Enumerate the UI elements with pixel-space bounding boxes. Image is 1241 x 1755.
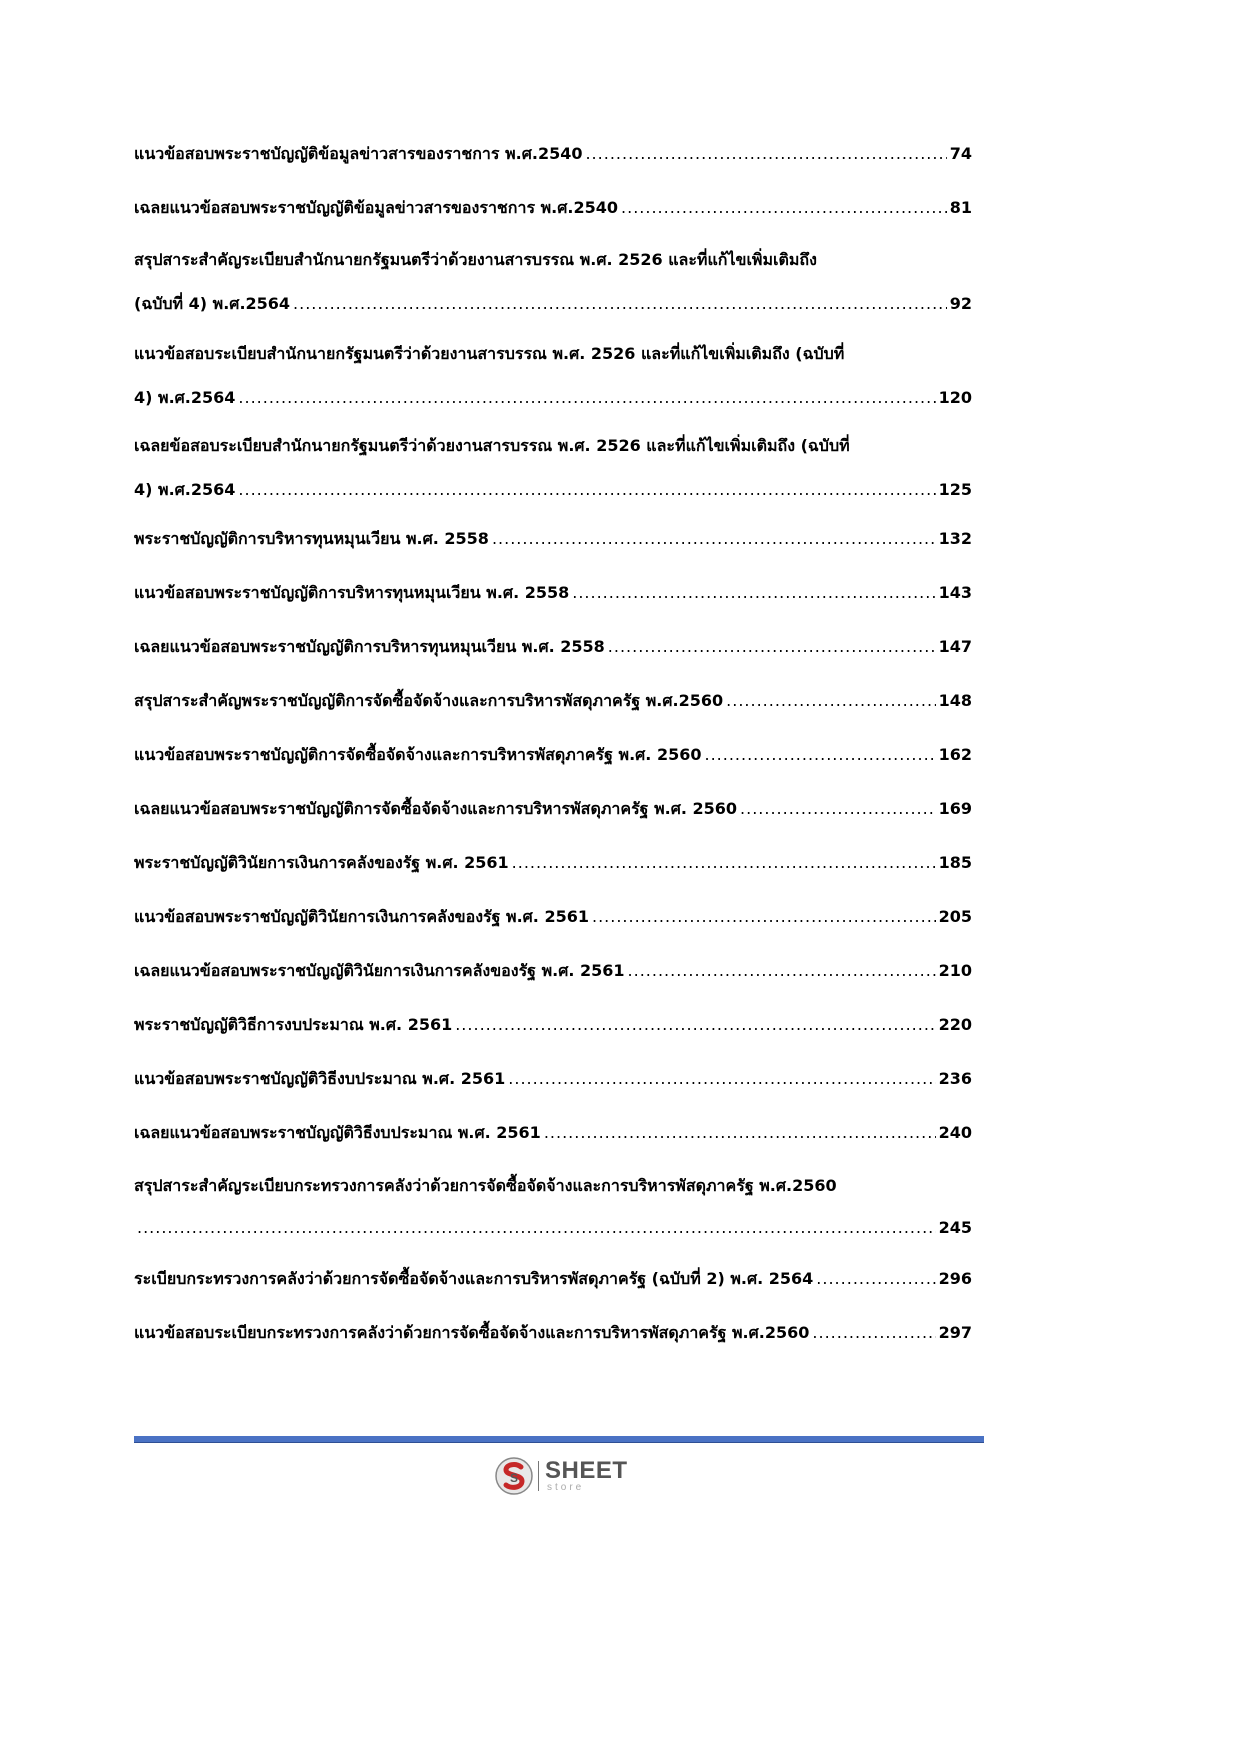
toc-entry-page: 236 bbox=[938, 1069, 972, 1088]
dot-leader bbox=[572, 577, 935, 609]
toc-entry-title: สรุปสาระสำคัญพระราชบัญญัติการจัดซื้อจัดจ้างและการบริหารพัสดุภาครัฐ พ.ศ.2560 bbox=[134, 691, 724, 710]
toc-entry-title: สรุปสาระสำคัญระเบียบสำนักนายกรัฐมนตรีว่าด้วยงานสารบรรณ พ.ศ. 2526 และที่แก้ไขเพิ่มเติมถึง bbox=[134, 250, 817, 269]
dot-leader bbox=[455, 1009, 935, 1041]
dot-leader bbox=[238, 382, 935, 414]
toc-entry-page: 297 bbox=[938, 1323, 972, 1342]
toc-entry-page: 245 bbox=[938, 1218, 972, 1237]
toc-entry-title: พระราชบัญญัติการบริหารทุนหมุนเวียน พ.ศ. 2558 bbox=[134, 529, 489, 548]
toc-entry[interactable] bbox=[134, 901, 972, 933]
toc-entry-title: เฉลยแนวข้อสอบพระราชบัญญัติการจัดซื้อจัดจ้างและการบริหารพัสดุภาครัฐ พ.ศ. 2560 bbox=[134, 799, 738, 818]
toc-entry-title: เฉลยข้อสอบระเบียบสำนักนายกรัฐมนตรีว่าด้วยงานสารบรรณ พ.ศ. 2526 และที่แก้ไขเพิ่มเติมถึง (ฉบับที่ bbox=[134, 436, 850, 455]
toc-entry-page: 120 bbox=[938, 388, 972, 407]
sheet-store-logo-icon bbox=[494, 1456, 534, 1496]
toc-entry[interactable] bbox=[134, 847, 972, 879]
toc-entry-title: พระราชบัญญัติวินัยการเงินการคลังของรัฐ พ.ศ. 2561 bbox=[134, 853, 509, 872]
dot-leader bbox=[592, 901, 936, 933]
toc-entry-title: แนวข้อสอบพระราชบัญญัติการจัดซื้อจัดจ้างและการบริหารพัสดุภาครัฐ พ.ศ. 2560 bbox=[134, 745, 702, 764]
dot-leader bbox=[544, 1117, 936, 1149]
toc-entry[interactable] bbox=[134, 1170, 972, 1244]
toc-entry-title: เฉลยแนวข้อสอบพระราชบัญญัติวิธีงบประมาณ พ.ศ. 2561 bbox=[134, 1123, 541, 1142]
toc-entry[interactable] bbox=[134, 338, 972, 414]
toc-entry-page: 220 bbox=[938, 1015, 972, 1034]
toc-entry-title: แนวข้อสอบพระราชบัญญัติข้อมูลข่าวสารของราชการ พ.ศ.2540 bbox=[134, 144, 583, 163]
toc-entry-title: เฉลยแนวข้อสอบพระราชบัญญัติการบริหารทุนหมุนเวียน พ.ศ. 2558 bbox=[134, 637, 605, 656]
dot-leader bbox=[585, 138, 946, 170]
logo-wordmark bbox=[545, 1459, 628, 1493]
toc-entry[interactable] bbox=[134, 631, 972, 663]
dot-leader bbox=[492, 523, 936, 555]
toc-entry-title: แนวข้อสอบพระราชบัญญัติวิธีงบประมาณ พ.ศ. 2561 bbox=[134, 1069, 506, 1088]
toc-entry[interactable] bbox=[134, 192, 972, 224]
dot-leader bbox=[621, 192, 947, 224]
toc-entry-title: ระเบียบกระทรวงการคลังว่าด้วยการจัดซื้อจัดจ้างและการบริหารพัสดุภาครัฐ (ฉบับที่ 2) พ.ศ. 2564 bbox=[134, 1269, 814, 1288]
toc-entry-title: แนวข้อสอบพระราชบัญญัติการบริหารทุนหมุนเวียน พ.ศ. 2558 bbox=[134, 583, 570, 602]
toc-entry-page: 240 bbox=[938, 1123, 972, 1142]
footer-rule bbox=[134, 1436, 984, 1443]
toc-entry[interactable] bbox=[134, 1009, 972, 1041]
toc-entry[interactable] bbox=[134, 955, 972, 987]
toc-entry-title-cont: 4) พ.ศ.2564 bbox=[134, 388, 236, 407]
toc-entry-title: แนวข้อสอบระเบียบสำนักนายกรัฐมนตรีว่าด้วยงานสารบรรณ พ.ศ. 2526 และที่แก้ไขเพิ่มเติมถึง (ฉบับที่ bbox=[134, 344, 845, 363]
toc-entry-title: สรุปสาระสำคัญระเบียบกระทรวงการคลังว่าด้วยการจัดซื้อจัดจ้างและการบริหารพัสดุภาครัฐ พ.ศ.2560 bbox=[134, 1176, 837, 1195]
toc-entry-page: 92 bbox=[949, 294, 972, 313]
dot-leader bbox=[608, 631, 936, 663]
toc-entry-page: 169 bbox=[938, 799, 972, 818]
dot-leader bbox=[137, 1212, 936, 1244]
toc-entry-page: 148 bbox=[938, 691, 972, 710]
logo-letter: S bbox=[509, 1471, 519, 1485]
dot-leader bbox=[628, 955, 936, 987]
dot-leader bbox=[740, 793, 936, 825]
dot-leader bbox=[726, 685, 935, 717]
toc-entry-title: พระราชบัญญัติวิธีการงบประมาณ พ.ศ. 2561 bbox=[134, 1015, 453, 1034]
toc-entry[interactable] bbox=[134, 685, 972, 717]
toc-entry-page: 74 bbox=[949, 144, 972, 163]
toc-entry-page: 81 bbox=[949, 198, 972, 217]
toc-entry-page: 143 bbox=[938, 583, 972, 602]
toc-entry-page: 210 bbox=[938, 961, 972, 980]
toc-entry[interactable] bbox=[134, 1063, 972, 1095]
toc-entry[interactable] bbox=[134, 1117, 972, 1149]
toc-entry-page: 185 bbox=[938, 853, 972, 872]
toc-entry[interactable] bbox=[134, 739, 972, 771]
dot-leader bbox=[293, 288, 947, 320]
toc-entry-title-cont: (ฉบับที่ 4) พ.ศ.2564 bbox=[134, 294, 291, 313]
toc-entry-title-cont: 4) พ.ศ.2564 bbox=[134, 480, 236, 499]
toc-entry[interactable] bbox=[134, 523, 972, 555]
toc-entry[interactable] bbox=[134, 1317, 972, 1349]
toc-entry[interactable] bbox=[134, 793, 972, 825]
logo-subtitle: store bbox=[547, 1482, 585, 1493]
dot-leader bbox=[238, 474, 935, 506]
toc-entry-page: 162 bbox=[938, 745, 972, 764]
dot-leader bbox=[816, 1263, 935, 1295]
logo-name: SHEET bbox=[545, 1457, 628, 1484]
toc-entry[interactable] bbox=[134, 138, 972, 170]
toc-entry[interactable] bbox=[134, 430, 972, 506]
sheet-store-logo bbox=[494, 1454, 628, 1498]
toc-entry-title: แนวข้อสอบพระราชบัญญัติวินัยการเงินการคลังของรัฐ พ.ศ. 2561 bbox=[134, 907, 589, 926]
toc-entry-title: เฉลยแนวข้อสอบพระราชบัญญัติวินัยการเงินการคลังของรัฐ พ.ศ. 2561 bbox=[134, 961, 625, 980]
logo-separator bbox=[538, 1461, 539, 1491]
toc-entry-page: 125 bbox=[938, 480, 972, 499]
toc-entry-page: 147 bbox=[938, 637, 972, 656]
dot-leader bbox=[512, 847, 936, 879]
toc-entry[interactable] bbox=[134, 1263, 972, 1295]
toc-entry-page: 296 bbox=[938, 1269, 972, 1288]
dot-leader bbox=[508, 1063, 935, 1095]
toc-entry-page: 132 bbox=[938, 529, 972, 548]
dot-leader bbox=[812, 1317, 935, 1349]
dot-leader bbox=[704, 739, 935, 771]
toc-entry-title: แนวข้อสอบระเบียบกระทรวงการคลังว่าด้วยการจัดซื้อจัดจ้างและการบริหารพัสดุภาครัฐ พ.ศ.2560 bbox=[134, 1323, 810, 1342]
toc-entry-page: 205 bbox=[938, 907, 972, 926]
toc-entry[interactable] bbox=[134, 577, 972, 609]
toc-entry[interactable] bbox=[134, 244, 972, 320]
toc-entry-title: เฉลยแนวข้อสอบพระราชบัญญัติข้อมูลข่าวสารของราชการ พ.ศ.2540 bbox=[134, 198, 619, 217]
